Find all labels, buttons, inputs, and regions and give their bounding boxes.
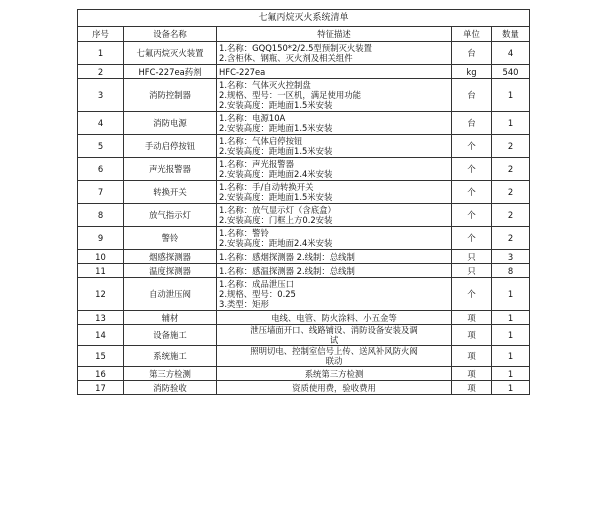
cell-no: 15 (78, 346, 124, 367)
cell-name: 自动泄压阀 (124, 278, 217, 311)
cell-unit: kg (452, 65, 492, 79)
table-row (78, 65, 530, 79)
desc-line: 照明切电、控制室信号上传、送风补风防火阀 (250, 346, 418, 356)
cell-unit: 项 (452, 381, 492, 395)
desc-line: 2.安装高度：门框上方0.2安装 (219, 215, 333, 225)
cell-desc (217, 325, 452, 346)
cell-unit: 只 (452, 250, 492, 264)
cell-qty: 2 (492, 158, 530, 181)
cell-name: 辅材 (124, 311, 217, 325)
desc-line: 电线、电管、防火涂料、小五金等 (271, 312, 397, 323)
table-row (78, 181, 530, 204)
desc-line: 泄压墙面开口、线路铺设、消防设备安装及调 (250, 325, 418, 335)
table-row (78, 135, 530, 158)
cell-unit: 台 (452, 112, 492, 135)
cell-unit: 项 (452, 311, 492, 325)
desc-line: 1.名称：成品泄压口 (219, 279, 294, 289)
cell-qty: 8 (492, 264, 530, 278)
cell-qty: 4 (492, 42, 530, 65)
cell-name: 系统施工 (124, 346, 217, 367)
cell-desc (217, 346, 452, 367)
cell-qty: 1 (492, 381, 530, 395)
table-header-row (78, 27, 530, 42)
desc-line: 1.名称：放气显示灯（含底盒） (219, 205, 336, 215)
table-row (78, 250, 530, 264)
header-name: 设备名称 (124, 27, 217, 42)
desc-line: 1.名称：电源10A (219, 113, 286, 123)
desc-line: 1.名称：气体灭火控制盘 (219, 80, 311, 90)
cell-name: 声光报警器 (124, 158, 217, 181)
cell-desc (217, 42, 452, 65)
cell-no: 8 (78, 204, 124, 227)
cell-desc (217, 135, 452, 158)
table-row (78, 79, 530, 112)
cell-unit: 个 (452, 278, 492, 311)
cell-name: 警铃 (124, 227, 217, 250)
desc-line: HFC-227ea (219, 66, 266, 77)
desc-line: 2.安装高度：距地面1.5米安装 (219, 146, 333, 156)
desc-line: 2.安装高度：距地面2.4米安装 (219, 238, 333, 248)
desc-line: 2.规格、型号：0.25 (219, 289, 296, 299)
cell-no: 16 (78, 367, 124, 381)
cell-no: 1 (78, 42, 124, 65)
cell-no: 9 (78, 227, 124, 250)
table-row (78, 325, 530, 346)
cell-desc (217, 79, 452, 112)
cell-name: 消防电源 (124, 112, 217, 135)
desc-line: 联动 (325, 356, 343, 366)
desc-line: 1.名称：手/自动转换开关 (219, 182, 314, 192)
desc-line: 1.名称：警铃 (219, 228, 269, 238)
cell-name: 设备施工 (124, 325, 217, 346)
desc-line: 1.名称：感温探测器 2.线制：总线制 (219, 265, 355, 276)
cell-name: 转换开关 (124, 181, 217, 204)
cell-no: 11 (78, 264, 124, 278)
cell-name: 温度探测器 (124, 264, 217, 278)
cell-unit: 个 (452, 227, 492, 250)
cell-no: 2 (78, 65, 124, 79)
cell-unit: 个 (452, 135, 492, 158)
cell-desc (217, 250, 452, 264)
desc-line: 2.安装高度：距地面1.5米安装 (219, 123, 333, 133)
desc-line: 1.名称：感烟探测器 2.线制：总线制 (219, 251, 355, 262)
cell-unit: 个 (452, 158, 492, 181)
cell-no: 6 (78, 158, 124, 181)
cell-desc (217, 367, 452, 381)
header-qty: 数量 (492, 27, 530, 42)
table-row (78, 381, 530, 395)
cell-no: 5 (78, 135, 124, 158)
cell-name: 手动启停按钮 (124, 135, 217, 158)
header-no: 序号 (78, 27, 124, 42)
cell-desc (217, 227, 452, 250)
cell-no: 4 (78, 112, 124, 135)
equipment-table (77, 9, 530, 395)
desc-line: 2.规格、型号：一区机，满足使用功能 (219, 90, 361, 100)
cell-qty: 2 (492, 181, 530, 204)
cell-qty: 2 (492, 204, 530, 227)
desc-line: 1.名称：GQQ150*2/2.5型预制灭火装置 (219, 43, 373, 53)
cell-qty: 1 (492, 325, 530, 346)
desc-line: 2.含柜体、钢瓶、灭火剂及相关组件 (219, 53, 353, 63)
cell-no: 7 (78, 181, 124, 204)
cell-desc (217, 112, 452, 135)
cell-qty: 1 (492, 79, 530, 112)
cell-qty: 1 (492, 311, 530, 325)
cell-no: 12 (78, 278, 124, 311)
cell-no: 13 (78, 311, 124, 325)
table-row (78, 158, 530, 181)
cell-unit: 台 (452, 42, 492, 65)
cell-qty: 1 (492, 112, 530, 135)
cell-desc (217, 65, 452, 79)
cell-qty: 3 (492, 250, 530, 264)
cell-unit: 项 (452, 325, 492, 346)
cell-qty: 2 (492, 135, 530, 158)
cell-desc (217, 381, 452, 395)
cell-name: HFC-227ea药剂 (124, 65, 217, 79)
desc-line: 2.安装高度：距地面2.4米安装 (219, 169, 333, 179)
table-row (78, 42, 530, 65)
cell-unit: 只 (452, 264, 492, 278)
cell-unit: 项 (452, 367, 492, 381)
cell-no: 17 (78, 381, 124, 395)
cell-desc (217, 278, 452, 311)
cell-no: 3 (78, 79, 124, 112)
table-row (78, 346, 530, 367)
cell-name: 第三方检测 (124, 367, 217, 381)
cell-qty: 540 (492, 65, 530, 79)
table-row (78, 112, 530, 135)
table-title: 七氟丙烷灭火系统清单 (78, 10, 530, 27)
table-row (78, 264, 530, 278)
desc-line: 2.安装高度：距地面1.5米安装 (219, 100, 333, 110)
cell-desc (217, 264, 452, 278)
cell-qty: 1 (492, 367, 530, 381)
equipment-list-sheet (77, 9, 529, 395)
table-row (78, 227, 530, 250)
cell-name: 烟感探测器 (124, 250, 217, 264)
table-row (78, 204, 530, 227)
cell-unit: 项 (452, 346, 492, 367)
header-desc: 特征描述 (217, 27, 452, 42)
cell-qty: 1 (492, 346, 530, 367)
cell-name: 消防验收 (124, 381, 217, 395)
cell-name: 七氟丙烷灭火装置 (124, 42, 217, 65)
table-row (78, 311, 530, 325)
cell-desc (217, 181, 452, 204)
desc-line: 资质使用费，验收费用 (292, 382, 376, 393)
table-row (78, 278, 530, 311)
cell-unit: 个 (452, 204, 492, 227)
desc-line: 试 (329, 335, 339, 345)
table-row (78, 367, 530, 381)
cell-desc (217, 158, 452, 181)
cell-unit: 个 (452, 181, 492, 204)
cell-qty: 2 (492, 227, 530, 250)
table-title-row (78, 10, 530, 27)
cell-no: 14 (78, 325, 124, 346)
cell-no: 10 (78, 250, 124, 264)
desc-line: 1.名称：声光报警器 (219, 159, 294, 169)
desc-line: 3.类型：矩形 (219, 299, 269, 309)
cell-desc (217, 311, 452, 325)
header-unit: 单位 (452, 27, 492, 42)
cell-unit: 台 (452, 79, 492, 112)
desc-line: 系统第三方检测 (304, 368, 364, 379)
cell-desc (217, 204, 452, 227)
cell-qty: 1 (492, 278, 530, 311)
cell-name: 消防控制器 (124, 79, 217, 112)
desc-line: 2.安装高度：距地面1.5米安装 (219, 192, 333, 202)
cell-name: 放气指示灯 (124, 204, 217, 227)
desc-line: 1.名称：气体启停按钮 (219, 136, 303, 146)
